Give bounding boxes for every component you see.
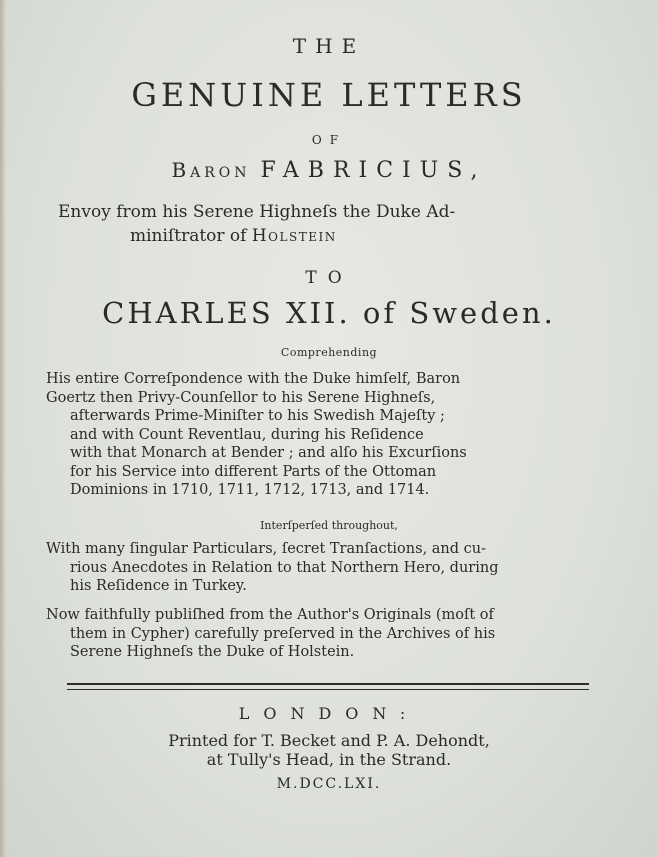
para1-line: Goertz then Privy-Counſellor to his Serene Highneſs,	[46, 389, 436, 406]
para2-line: rious Anecdotes in Relation to that Northern Hero, during	[70, 559, 499, 576]
double-rule-top	[67, 683, 589, 685]
double-rule-bottom	[67, 689, 589, 690]
para1-line: and with Count Reventlau, during his Reſidence	[70, 426, 424, 443]
page-edge-shadow	[0, 0, 6, 857]
para2-line: his Reſidence in Turkey.	[70, 578, 247, 594]
imprint-city: LONDON:	[238, 704, 420, 723]
para1-line: with that Monarch at Bender ; and alſo his Excurſions	[70, 445, 467, 461]
para1-line: His entire Correſpondence with the Duke himſelf, Baron	[46, 371, 461, 387]
imprint-address: at Tully's Head, in the Strand.	[206, 750, 452, 769]
para1-line: afterwards Prime-Miniſter to his Swedish Majeſty ;	[70, 408, 445, 424]
para3-line: them in Cypher) carefully preſerved in the Archives of his	[70, 625, 496, 642]
comprehending-label: Comprehending	[280, 346, 378, 359]
para2-line: With many ſingular Particulars, ſecret Tranſactions, and cu-	[46, 541, 487, 557]
baron-name: FABRICIUS,	[260, 158, 487, 183]
envoy-line-2-text: miniſtrator of	[130, 226, 247, 246]
charles-title: CHARLES XII. of Sweden.	[102, 296, 556, 330]
baron-prefix: Baron	[171, 158, 251, 182]
para3-line: Now faithfully publiſhed from the Author's Originals (moſt of	[46, 607, 494, 623]
paragraph-published	[46, 606, 606, 662]
imprint-printers: Printed for T. Becket and P. A. Dehondt,	[168, 731, 490, 750]
heading-of: OF	[311, 133, 347, 147]
main-title: GENUINE LETTERS	[131, 76, 527, 114]
envoy-line-1: Envoy from his Serene Highneſs the Duke Ad-	[58, 202, 456, 222]
interspersed-label: Interſperſed throughout,	[260, 519, 398, 532]
paragraph-particulars	[46, 540, 606, 596]
author-line	[0, 158, 658, 183]
imprint-date: M.DCC.LXI.	[276, 776, 382, 792]
paragraph-correspondence	[46, 370, 606, 500]
para3-line: Serene Highneſs the Duke of Holstein.	[70, 644, 355, 660]
para1-line: for his Service into different Parts of the Ottoman	[70, 463, 437, 480]
para1-line: Dominions in 1710, 1711, 1712, 1713, and 1714.	[70, 482, 430, 498]
holstein-smallcaps: Holstein	[251, 226, 337, 246]
heading-the: THE	[292, 34, 366, 58]
envoy-line-2	[130, 226, 550, 246]
heading-to: TO	[305, 268, 353, 288]
